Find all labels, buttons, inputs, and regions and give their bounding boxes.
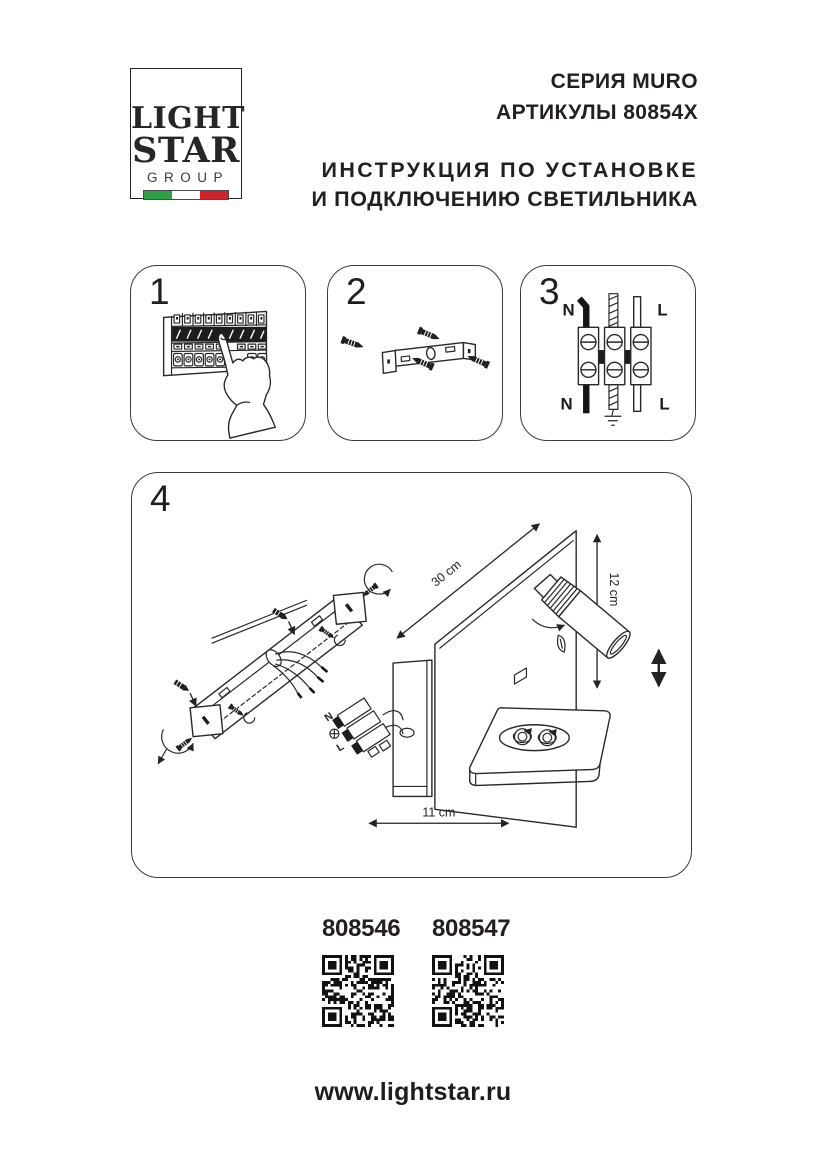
terminal-block [578, 327, 651, 384]
step-box-1 [130, 265, 306, 441]
series-title: СЕРИЯ MURO [550, 70, 698, 93]
mounting-channel [393, 660, 432, 796]
step2-illustration-bracket [328, 266, 502, 440]
dimension-11cm-label: 11 cm [422, 805, 456, 820]
logo-word-group: GROUP [146, 169, 229, 185]
step1-illustration-breakers [131, 266, 305, 440]
article-number-left: 808546 [322, 915, 401, 942]
instruction-title-line2: И ПОДКЛЮЧЕНИЮ СВЕТИЛЬНИКА [311, 187, 698, 211]
step-box-2 [327, 265, 503, 441]
label-l-bottom: L [659, 394, 670, 414]
connector-block [323, 697, 403, 765]
step-number-1: 1 [149, 271, 170, 312]
qr-code-left [322, 955, 394, 1027]
lightstar-logo [130, 68, 245, 199]
wireless-charger [500, 725, 570, 751]
article-number-right: 808547 [432, 915, 511, 942]
qr-code-right [432, 955, 504, 1027]
website-url: www.lightstar.ru [314, 1078, 512, 1106]
label-n-top: N [562, 300, 575, 320]
mounting-bracket [382, 343, 475, 374]
italian-flag-icon [143, 190, 229, 200]
logo-word-light: LIGHT [131, 101, 245, 136]
step-number-3: 3 [539, 271, 560, 312]
connector-label-n: N [323, 710, 336, 725]
connector-label-l: L [335, 741, 347, 755]
instruction-title-line1: ИНСТРУКЦИЯ ПО УСТАНОВКЕ [321, 158, 698, 182]
header-titles [312, 66, 698, 214]
dimension-30cm-label: 30 cm [428, 557, 464, 590]
logo-word-star: STAR [132, 129, 240, 171]
dimension-12cm-label: 12 cm [607, 572, 622, 607]
articles-title: АРТИКУЛЫ 80854X [496, 101, 698, 124]
ground-icon [330, 729, 339, 738]
step-number-2: 2 [346, 271, 367, 312]
step-box-3 [520, 265, 696, 441]
label-n-bottom: N [560, 394, 573, 414]
label-l-top: L [657, 300, 668, 320]
ground-icon [605, 409, 621, 425]
step3-illustration-wiring [521, 266, 695, 440]
step-number-4: 4 [150, 478, 171, 519]
step-box-4 [131, 472, 692, 878]
step4-illustration-assembly [132, 473, 691, 877]
